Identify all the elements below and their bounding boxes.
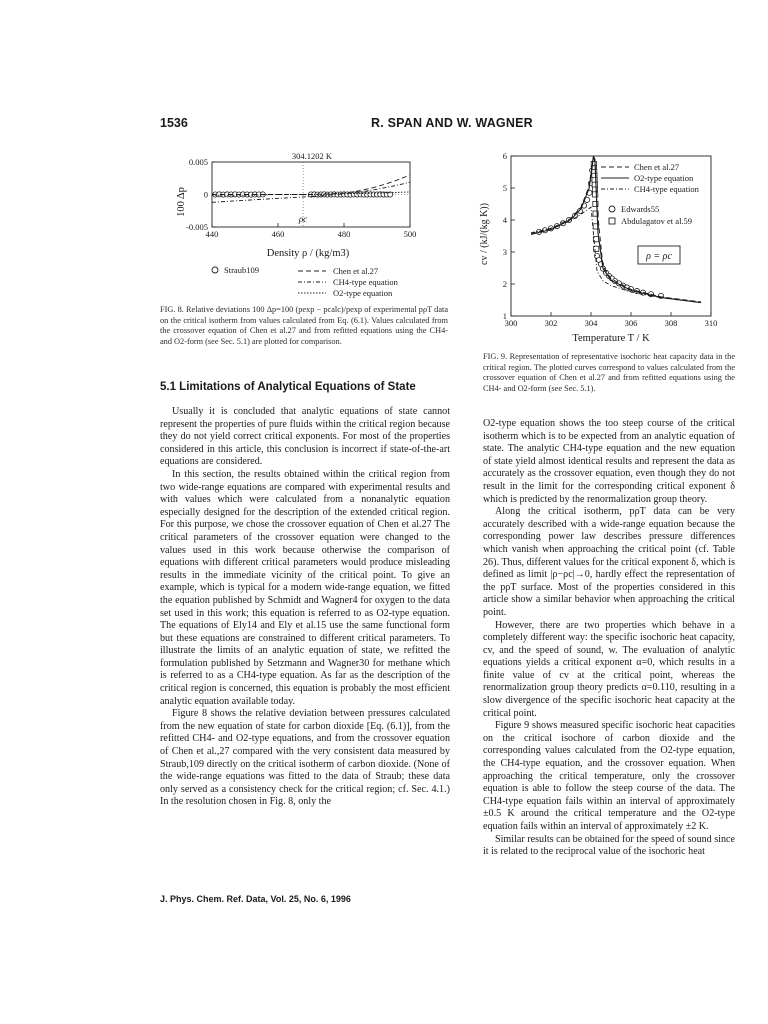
fig8-xtick-label: 480 bbox=[337, 229, 351, 239]
fig9-xlabel: Temperature T / K bbox=[572, 333, 650, 344]
fig8-legend-ch4: CH4-type equation bbox=[333, 277, 398, 287]
fig9-xtick-label: 306 bbox=[624, 318, 638, 328]
right-paragraph-5: Similar results can be obtained for the speed of sound since it is related to the reciprocal value of the isochoric heat bbox=[483, 833, 735, 858]
fig8-plot-area bbox=[212, 175, 410, 202]
right-paragraph-1: O2-type equation shows the too steep course of the critical isotherm which is to be expected from an analytic equation of state. The analytic CH4-type equation and the new equation of state yield almost identical results and represent the data as accurately as the crossover equation, even though they do not result in the limit for the corresponding critical exponent δ which is predicted by the renormalization group theory. bbox=[483, 418, 735, 505]
fig8-legend-straub-marker bbox=[212, 267, 218, 273]
fig9-ytick-label: 3 bbox=[502, 247, 507, 257]
fig8-ylabel: 100 Δp bbox=[176, 187, 187, 217]
fig9-ytick-label: 5 bbox=[502, 183, 507, 193]
figure-9-caption: FIG. 9. Representation of representative isochoric heat capacity data in the critical region. The plotted curves correspond to values calculated from the crossover equation of Chen et al.27 and from refitted equations using the CH4- and O2-form (see Sec. 5.1). bbox=[483, 352, 735, 393]
fig8-legend-o2: O2-type equation bbox=[333, 288, 393, 298]
fig8-xtick-label: 440 bbox=[205, 229, 219, 239]
running-header-authors: R. SPAN AND W. WAGNER bbox=[371, 116, 533, 130]
fig9-legend-abdulagatov: Abdulagatov et al.59 bbox=[621, 216, 693, 226]
fig8-ytick-label: 0.005 bbox=[188, 157, 208, 167]
fig9-xtick-label: 304 bbox=[584, 318, 598, 328]
left-paragraph-1: Usually it is concluded that analytic equations of state cannot represent the properties of pure fluids within the critical region because they do not yield correct critical exponents. For most of the properties considered in this article, this conclusion is incorrect if state-of-the-art equations are considered. bbox=[160, 406, 450, 468]
left-paragraph-3: Figure 8 shows the relative deviation between pressures calculated from the new equation of state for carbon dioxide [Eq. (6.1)], from the refitted CH4- and O2-type equations, and from the crossover equation of Chen et al.,27 compared with the very consistent data measured by Straub,109 directly on the critical isotherm of carbon dioxide. (None of the wide-range equations was fitted to the data of Straub; these data only served as a consistency check for the critical region; cf. Sec. 4.1.) In the resolution chosen in Fig. 8, only the bbox=[160, 708, 450, 808]
fig9-legend-abdulagatov-marker bbox=[609, 218, 615, 224]
fig8-rho-c-label: ρc bbox=[298, 214, 308, 224]
fig9-legend-edwards-marker bbox=[609, 206, 615, 212]
right-paragraph-3: However, there are two properties which behave in a completely different way: the specific isochoric heat capacity, cv, and the speed of sound, w. The evaluation of analytic equations yields a critical exponent α=0, which results in a finite value of cv at the critical point, whereas the renormalization group theory predicts α=0.110, resulting in a slow divergence of the specific isochoric heat capacity at the critical point. bbox=[483, 619, 735, 719]
journal-footer: J. Phys. Chem. Ref. Data, Vol. 25, No. 6, 1996 bbox=[160, 894, 351, 904]
left-column bbox=[160, 406, 450, 809]
fig8-temperature-label: 304.1202 K bbox=[291, 151, 333, 161]
fig8-legend bbox=[212, 265, 399, 298]
left-paragraph-2: In this section, the results obtained within the critical region from two wide-range equations are compared with experimental results and with values which were calculated from a nonanalytic equation especially designed for the description of the extended critical region. For this purpose, we chose the crossover equation of Chen et al.27 The critical parameters of the crossover equation were changed to the values used in this work because otherwise the comparison of equations with different critical parameters would produce misleading results in the immediate vicinity of the critical point. To give an example, which is typical for a modern wide-range equation, we fitted the equation published by Schmidt and Wagner4 for oxygen to the data set used in this work; this equation is referred to as O2-type equation. The equations of Ely14 and Ely et al.15 use the same functional form but these equations are constrained to different critical parameters. To illustrate the limits of an analytic equation of state, we refitted the formulation published by Setzmann and Wagner30 for methane which is referred to as a CH4-type equation. As far as the description of the critical region is concerned, this equation is probably the most efficient analytic equation available today. bbox=[160, 468, 450, 707]
figure-8-caption: FIG. 8. Relative deviations 100 Δp=100 (pexp − pcalc)/pexp of experimental pρT data on the critical isotherm from values calculated from Eq. (6.1). Values calculated from the crossover equation of Chen et al.27 and from refitted equations using the CH4- and O2-form (see Sec. 5.1) are plotted for comparison. bbox=[160, 305, 448, 346]
fig9-series-1-point bbox=[593, 192, 598, 197]
right-column bbox=[483, 418, 735, 859]
fig8-ytick-label: 0 bbox=[203, 189, 208, 200]
figure-9-chart bbox=[475, 148, 737, 348]
fig9-xtick-label: 310 bbox=[704, 318, 718, 328]
fig9-ytick-label: 6 bbox=[502, 151, 507, 161]
fig9-rho-label: ρ = ρc bbox=[646, 251, 672, 262]
fig9-legend-chen: Chen et al.27 bbox=[634, 162, 680, 172]
fig9-xtick-label: 300 bbox=[504, 318, 518, 328]
fig9-ytick-label: 1 bbox=[502, 311, 507, 321]
fig9-legend-ch4: CH4-type equation bbox=[634, 184, 699, 194]
fig9-xtick-label: 302 bbox=[544, 318, 558, 328]
fig8-legend-chen: Chen et al.27 bbox=[333, 266, 379, 276]
fig8-ytick-label: -0.005 bbox=[186, 222, 208, 232]
fig9-ylabel: cv / (kJ/(kg K)) bbox=[479, 203, 490, 265]
fig9-xtick-label: 308 bbox=[664, 318, 678, 328]
fig8-legend-straub: Straub109 bbox=[224, 265, 259, 275]
section-title: 5.1 Limitations of Analytical Equations of State bbox=[160, 381, 416, 393]
right-paragraph-2: Along the critical isotherm, pρT data can be very accurately described with a wide-range equation because the corresponding power law describes pressure differences which vanish when approaching the critical point (cf. Table 26). Thus, different values for the critical exponent δ, which is defined as limit |ρ−ρc|→0, hardly effect the representation of the pρT surface. Most of the properties considered in this article show a similar behavior when approaching the critical point. bbox=[483, 506, 735, 618]
fig9-legend-o2: O2-type equation bbox=[634, 173, 694, 183]
right-paragraph-4: Figure 9 shows measured specific isochoric heat capacities on the critical isochore of carbon dioxide and the corresponding values calculated from the O2-type equation, the CH4-type equation, and the crossover equation. When approaching the critical temperature, only the crossover equation is able to follow the steep course of the data. The CH4-type equation fails within an interval of approximately ±0.5 K around the critical temperature and the O2-type equation fails within an interval of approximately ±2 K. bbox=[483, 720, 735, 832]
figure-8-chart bbox=[160, 150, 450, 302]
fig9-legend-edwards: Edwards55 bbox=[621, 204, 660, 214]
fig9-ytick-label: 2 bbox=[502, 279, 507, 289]
fig8-xtick-label: 460 bbox=[271, 229, 285, 239]
fig9-ytick-label: 4 bbox=[502, 215, 507, 225]
fig8-xlabel: Density ρ / (kg/m3) bbox=[266, 248, 350, 259]
page-number: 1536 bbox=[160, 116, 188, 130]
fig9-legend bbox=[601, 162, 700, 226]
fig8-xtick-label: 500 bbox=[403, 229, 417, 239]
fig8-axes bbox=[186, 157, 416, 239]
